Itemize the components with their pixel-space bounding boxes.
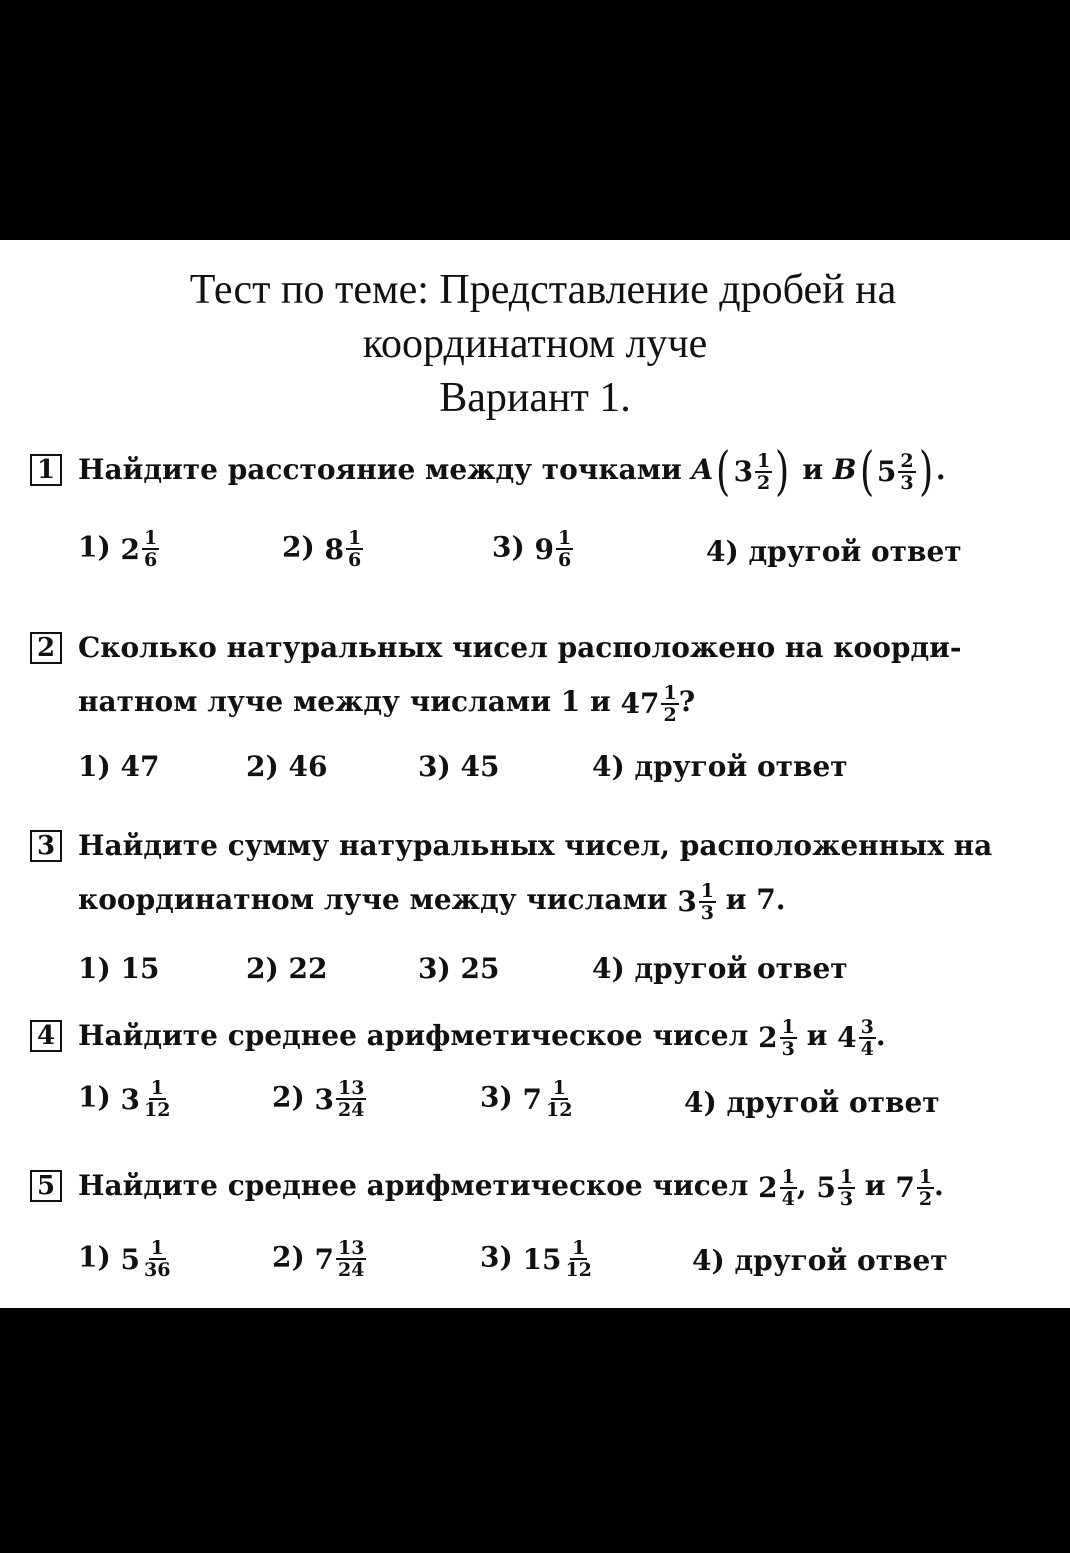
- option-index: 1): [78, 952, 111, 985]
- whole-part: 7: [895, 1171, 915, 1205]
- option-text: 15: [120, 952, 160, 985]
- denominator: 2: [918, 1188, 933, 1211]
- numerator: 13: [337, 1237, 365, 1259]
- option-index: 4): [684, 1086, 717, 1119]
- fraction: [563, 1238, 593, 1280]
- point-a-value: [734, 445, 773, 499]
- option-value: [314, 1238, 366, 1280]
- fraction: [336, 1078, 366, 1120]
- option-value: [314, 1078, 366, 1120]
- fraction: [780, 1017, 797, 1059]
- whole-part: 2: [758, 1021, 778, 1055]
- option-index: 3): [418, 750, 451, 783]
- option-text: 22: [288, 952, 328, 985]
- fraction: [336, 1238, 366, 1280]
- option-index: 1): [78, 530, 111, 564]
- whole-part: 9: [534, 532, 554, 566]
- question-text-line-1: Найдите сумму натуральных чисел, расположенных на: [78, 829, 993, 862]
- whole-part: 3: [314, 1082, 334, 1116]
- option-index: 2): [246, 750, 279, 783]
- fraction: [859, 1017, 876, 1059]
- denominator: 6: [557, 549, 572, 571]
- option-text: другой ответ: [748, 535, 962, 568]
- denominator: 12: [143, 1099, 171, 1121]
- option-2[interactable]: [246, 952, 327, 985]
- numerator: 1: [700, 880, 715, 903]
- option-text: другой ответ: [634, 750, 848, 783]
- fraction: [755, 451, 772, 493]
- question-text-before: Найдите расстояние между точками: [78, 453, 682, 486]
- title-line-3: Вариант 1.: [439, 375, 631, 421]
- question-text: [78, 1014, 886, 1060]
- numerator: 1: [572, 1237, 586, 1259]
- denominator: 4: [781, 1188, 795, 1211]
- denominator: 3: [839, 1188, 854, 1211]
- conjunction: и: [806, 1019, 828, 1052]
- denominator: 3: [700, 902, 715, 925]
- conjunction: и: [802, 453, 824, 486]
- option-3[interactable]: [480, 1238, 594, 1280]
- denominator: 36: [143, 1259, 171, 1281]
- option-1[interactable]: [78, 528, 159, 570]
- question-text: [78, 441, 946, 502]
- option-3[interactable]: [480, 1078, 574, 1120]
- option-text: другой ответ: [726, 1086, 940, 1119]
- option-index: 3): [418, 952, 451, 985]
- option-value: [522, 1238, 593, 1280]
- option-value: [120, 528, 159, 570]
- fraction: [699, 881, 716, 923]
- question-text: натном луче между числами 1 и: [78, 685, 611, 718]
- fraction: [780, 1167, 797, 1209]
- option-value: [120, 1078, 172, 1120]
- denominator: 2: [663, 704, 677, 727]
- whole-part: 7: [522, 1082, 542, 1116]
- option-text: 45: [460, 750, 500, 783]
- point-b-value: [877, 445, 916, 499]
- numerator: 1: [781, 1166, 795, 1189]
- fraction: [142, 528, 159, 570]
- option-value: [120, 1238, 172, 1280]
- option-text: 25: [460, 952, 500, 985]
- numerator: 13: [337, 1077, 365, 1099]
- fraction: [838, 1167, 855, 1209]
- option-text: другой ответ: [634, 952, 848, 985]
- numerator: 3: [860, 1016, 874, 1039]
- option-3[interactable]: [492, 528, 573, 570]
- numerator: 1: [839, 1166, 854, 1189]
- whole-part: 15: [522, 1242, 562, 1276]
- open-paren: (: [716, 441, 731, 502]
- fraction: [898, 451, 915, 493]
- question-text-line-2: [78, 878, 786, 924]
- option-index: 2): [282, 530, 315, 564]
- option-3[interactable]: [418, 952, 499, 985]
- open-paren: (: [859, 441, 874, 502]
- option-text: 47: [120, 750, 160, 783]
- whole-part: 7: [314, 1242, 334, 1276]
- whole-part: 5: [816, 1171, 836, 1205]
- value-1: [758, 1015, 797, 1061]
- option-index: 4): [692, 1244, 725, 1277]
- value-2: [837, 1015, 876, 1061]
- whole-part: 8: [324, 532, 344, 566]
- numerator: 1: [150, 1237, 164, 1259]
- fraction: [142, 1078, 172, 1120]
- whole-part: 3: [120, 1082, 140, 1116]
- end-punct: ?: [678, 685, 696, 718]
- question-text: координатном луче между числами: [78, 883, 668, 916]
- value-2: [816, 1165, 855, 1211]
- numerator: 1: [663, 682, 677, 705]
- denominator: 2: [757, 472, 771, 495]
- question-number-badge: 2: [30, 632, 62, 664]
- fraction: [556, 528, 573, 570]
- option-index: 2): [272, 1240, 305, 1274]
- fraction: [142, 1238, 172, 1280]
- option-text: 46: [288, 750, 328, 783]
- option-index: 3): [492, 530, 525, 564]
- option-4[interactable]: [592, 750, 848, 783]
- question-text-tail: и 7.: [725, 883, 786, 916]
- option-4[interactable]: [692, 1244, 948, 1277]
- option-1[interactable]: [78, 1078, 172, 1120]
- option-1[interactable]: [78, 952, 159, 985]
- option-value: [534, 528, 573, 570]
- separator: ,: [796, 1169, 807, 1202]
- option-2[interactable]: [272, 1078, 366, 1120]
- end-punct: .: [875, 1019, 886, 1052]
- question-value: [620, 681, 678, 727]
- option-2[interactable]: [246, 750, 327, 783]
- denominator: 6: [143, 549, 158, 571]
- question-number-badge: 1: [30, 454, 62, 486]
- fraction: [661, 683, 678, 725]
- option-2[interactable]: [282, 528, 363, 570]
- numerator: 1: [143, 527, 158, 549]
- question-text-line-2: [78, 680, 695, 726]
- whole-part: 3: [733, 455, 754, 489]
- close-paren: ): [918, 441, 933, 502]
- title-line-1: Тест по теме: Представление дробей на: [189, 267, 897, 313]
- denominator: 24: [337, 1099, 365, 1121]
- whole-part: 4: [837, 1021, 857, 1055]
- question-number-badge: 3: [30, 830, 62, 862]
- fraction: [544, 1078, 574, 1120]
- value-1: [758, 1165, 797, 1211]
- option-1[interactable]: [78, 1238, 172, 1280]
- option-3[interactable]: [418, 750, 499, 783]
- numerator: 1: [150, 1077, 164, 1099]
- question-text-before: Найдите среднее арифметическое чисел: [78, 1169, 749, 1202]
- top-black-bar: [0, 0, 1070, 240]
- denominator: 24: [337, 1259, 365, 1281]
- option-index: 3): [480, 1080, 513, 1114]
- whole-part: 47: [620, 687, 660, 721]
- option-index: 2): [246, 952, 279, 985]
- end-punct: .: [934, 1169, 944, 1202]
- denominator: 3: [900, 472, 914, 495]
- option-index: 4): [592, 952, 625, 985]
- title-line-2: координатном луче: [362, 321, 708, 367]
- question-number-badge: 4: [30, 1020, 62, 1052]
- numerator: 1: [757, 450, 771, 473]
- denominator: 4: [860, 1038, 874, 1061]
- option-1[interactable]: [78, 750, 159, 783]
- numerator: 1: [557, 527, 572, 549]
- option-index: 1): [78, 1240, 111, 1274]
- whole-part: 5: [876, 455, 897, 489]
- whole-part: 2: [120, 532, 140, 566]
- option-2[interactable]: [272, 1238, 366, 1280]
- denominator: 12: [545, 1099, 573, 1121]
- conjunction: и: [864, 1169, 886, 1202]
- question-number-badge: 5: [30, 1170, 62, 1202]
- option-index: 4): [592, 750, 625, 783]
- option-index: 1): [78, 750, 111, 783]
- test-sheet: [0, 240, 1070, 1308]
- question-text-before: Найдите среднее арифметическое чисел: [78, 1019, 749, 1052]
- value-3: [895, 1165, 934, 1211]
- option-4[interactable]: [592, 952, 848, 985]
- question-value: [677, 879, 716, 925]
- option-4[interactable]: [706, 535, 962, 568]
- numerator: 1: [347, 527, 362, 549]
- fraction: [917, 1167, 934, 1209]
- fraction: [346, 528, 363, 570]
- denominator: 3: [781, 1038, 795, 1061]
- denominator: 12: [565, 1259, 592, 1281]
- numerator: 1: [918, 1166, 933, 1189]
- option-4[interactable]: [684, 1086, 940, 1119]
- option-index: 3): [480, 1240, 513, 1274]
- question-text: [78, 1164, 944, 1210]
- option-text: другой ответ: [734, 1244, 948, 1277]
- whole-part: 5: [120, 1242, 140, 1276]
- numerator: 1: [552, 1077, 566, 1099]
- whole-part: 3: [677, 885, 697, 919]
- option-index: 4): [706, 535, 739, 568]
- bottom-black-bar: [0, 1308, 1070, 1553]
- numerator: 2: [900, 450, 914, 473]
- close-paren: ): [775, 441, 790, 502]
- option-index: 1): [78, 1080, 111, 1114]
- option-value: [522, 1078, 574, 1120]
- option-index: 2): [272, 1080, 305, 1114]
- point-a-label: A: [691, 453, 714, 486]
- question-text-line-1: Сколько натуральных чисел расположено на коорди-: [78, 631, 962, 664]
- point-b-label: B: [832, 453, 857, 486]
- option-value: [324, 528, 363, 570]
- end-punct: .: [935, 453, 946, 486]
- numerator: 1: [781, 1016, 795, 1039]
- denominator: 6: [347, 549, 362, 571]
- whole-part: 2: [758, 1171, 778, 1205]
